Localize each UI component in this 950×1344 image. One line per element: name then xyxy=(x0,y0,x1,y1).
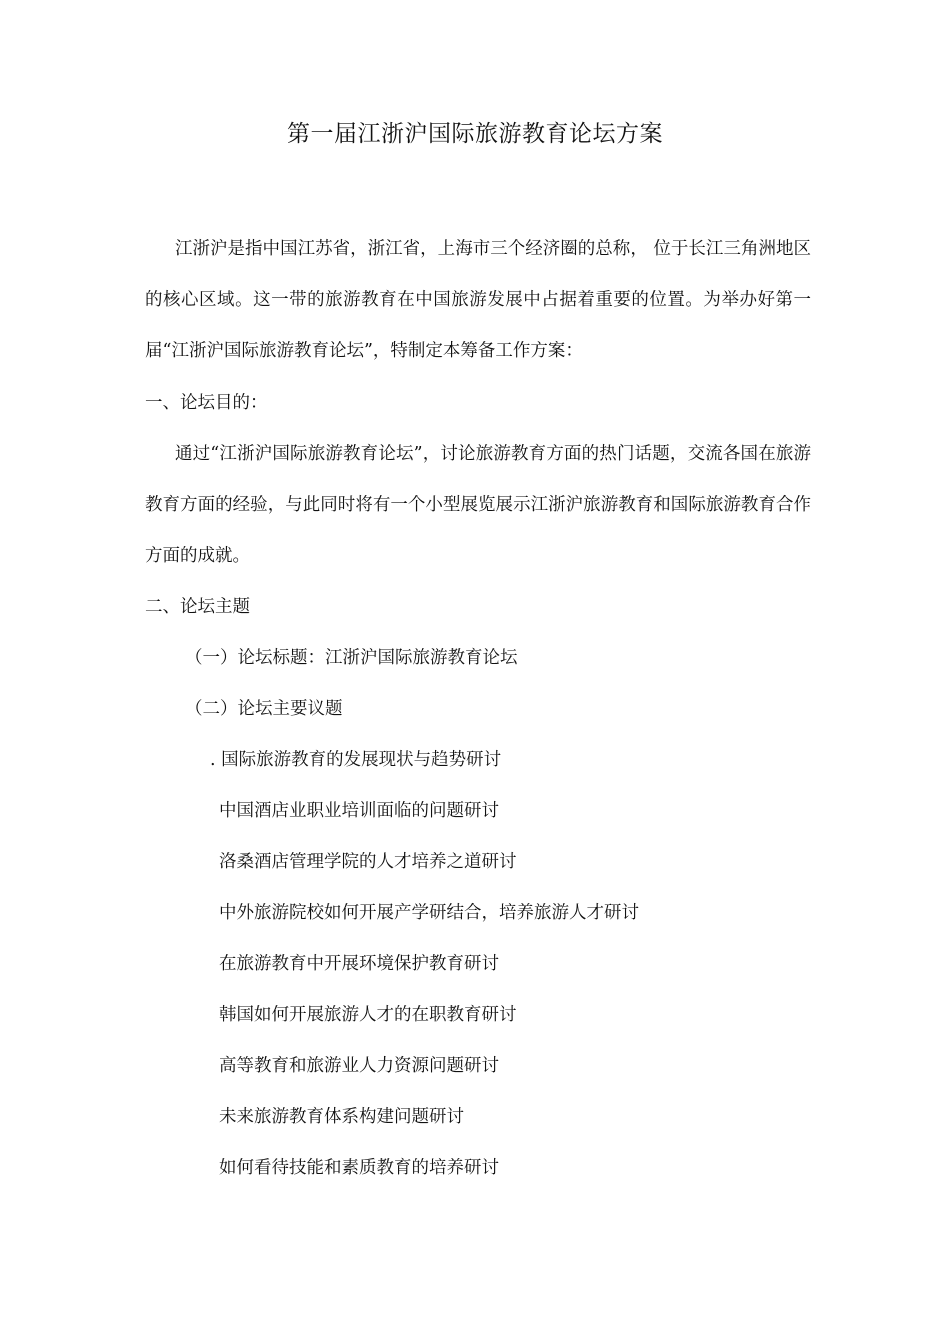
topic-item: 中国酒店业职业培训面临的问题研讨 xyxy=(219,801,499,821)
purpose-paragraph: 通过“江浙沪国际旅游教育论坛”，讨论旅游教育方面的热门话题，交流各国在旅游教育方面的经验，与此同时将有一个小型展览展示江浙沪旅游教育和国际旅游教育合作方面的成就。 xyxy=(145,444,811,566)
topic-item: 韩国如何开展旅游人才的在职教育研讨 xyxy=(219,1005,517,1025)
subsection-forum-title: （一）论坛标题：江浙沪国际旅游教育论坛 xyxy=(185,648,518,668)
topic-item: . 国际旅游教育的发展现状与趋势研讨 xyxy=(210,750,502,770)
topic-item: 在旅游教育中开展环境保护教育研讨 xyxy=(219,954,499,974)
topic-item: 中外旅游院校如何开展产学研结合，培养旅游人才研讨 xyxy=(219,903,639,923)
topic-item: 洛桑酒店管理学院的人才培养之道研讨 xyxy=(219,852,517,872)
topic-item: 未来旅游教育体系构建问题研讨 xyxy=(219,1107,464,1127)
section-heading-theme: 二、论坛主题 xyxy=(145,597,250,617)
topic-item: 高等教育和旅游业人力资源问题研讨 xyxy=(219,1056,499,1076)
subsection-main-topics: （二）论坛主要议题 xyxy=(185,699,343,719)
section-heading-purpose: 一、论坛目的： xyxy=(145,393,268,413)
document-title: 第一届江浙沪国际旅游教育论坛方案 xyxy=(287,121,663,147)
topic-item: 如何看待技能和素质教育的培养研讨 xyxy=(219,1158,499,1178)
intro-paragraph: 江浙沪是指中国江苏省，浙江省，上海市三个经济圈的总称， 位于长江三角洲地区的核心区域。这一带的旅游教育在中国旅游发展中占据着重要的位置。为举办好第一届“江浙沪国际旅游教育论坛”，特制定本筹备工作方案： xyxy=(145,239,811,361)
